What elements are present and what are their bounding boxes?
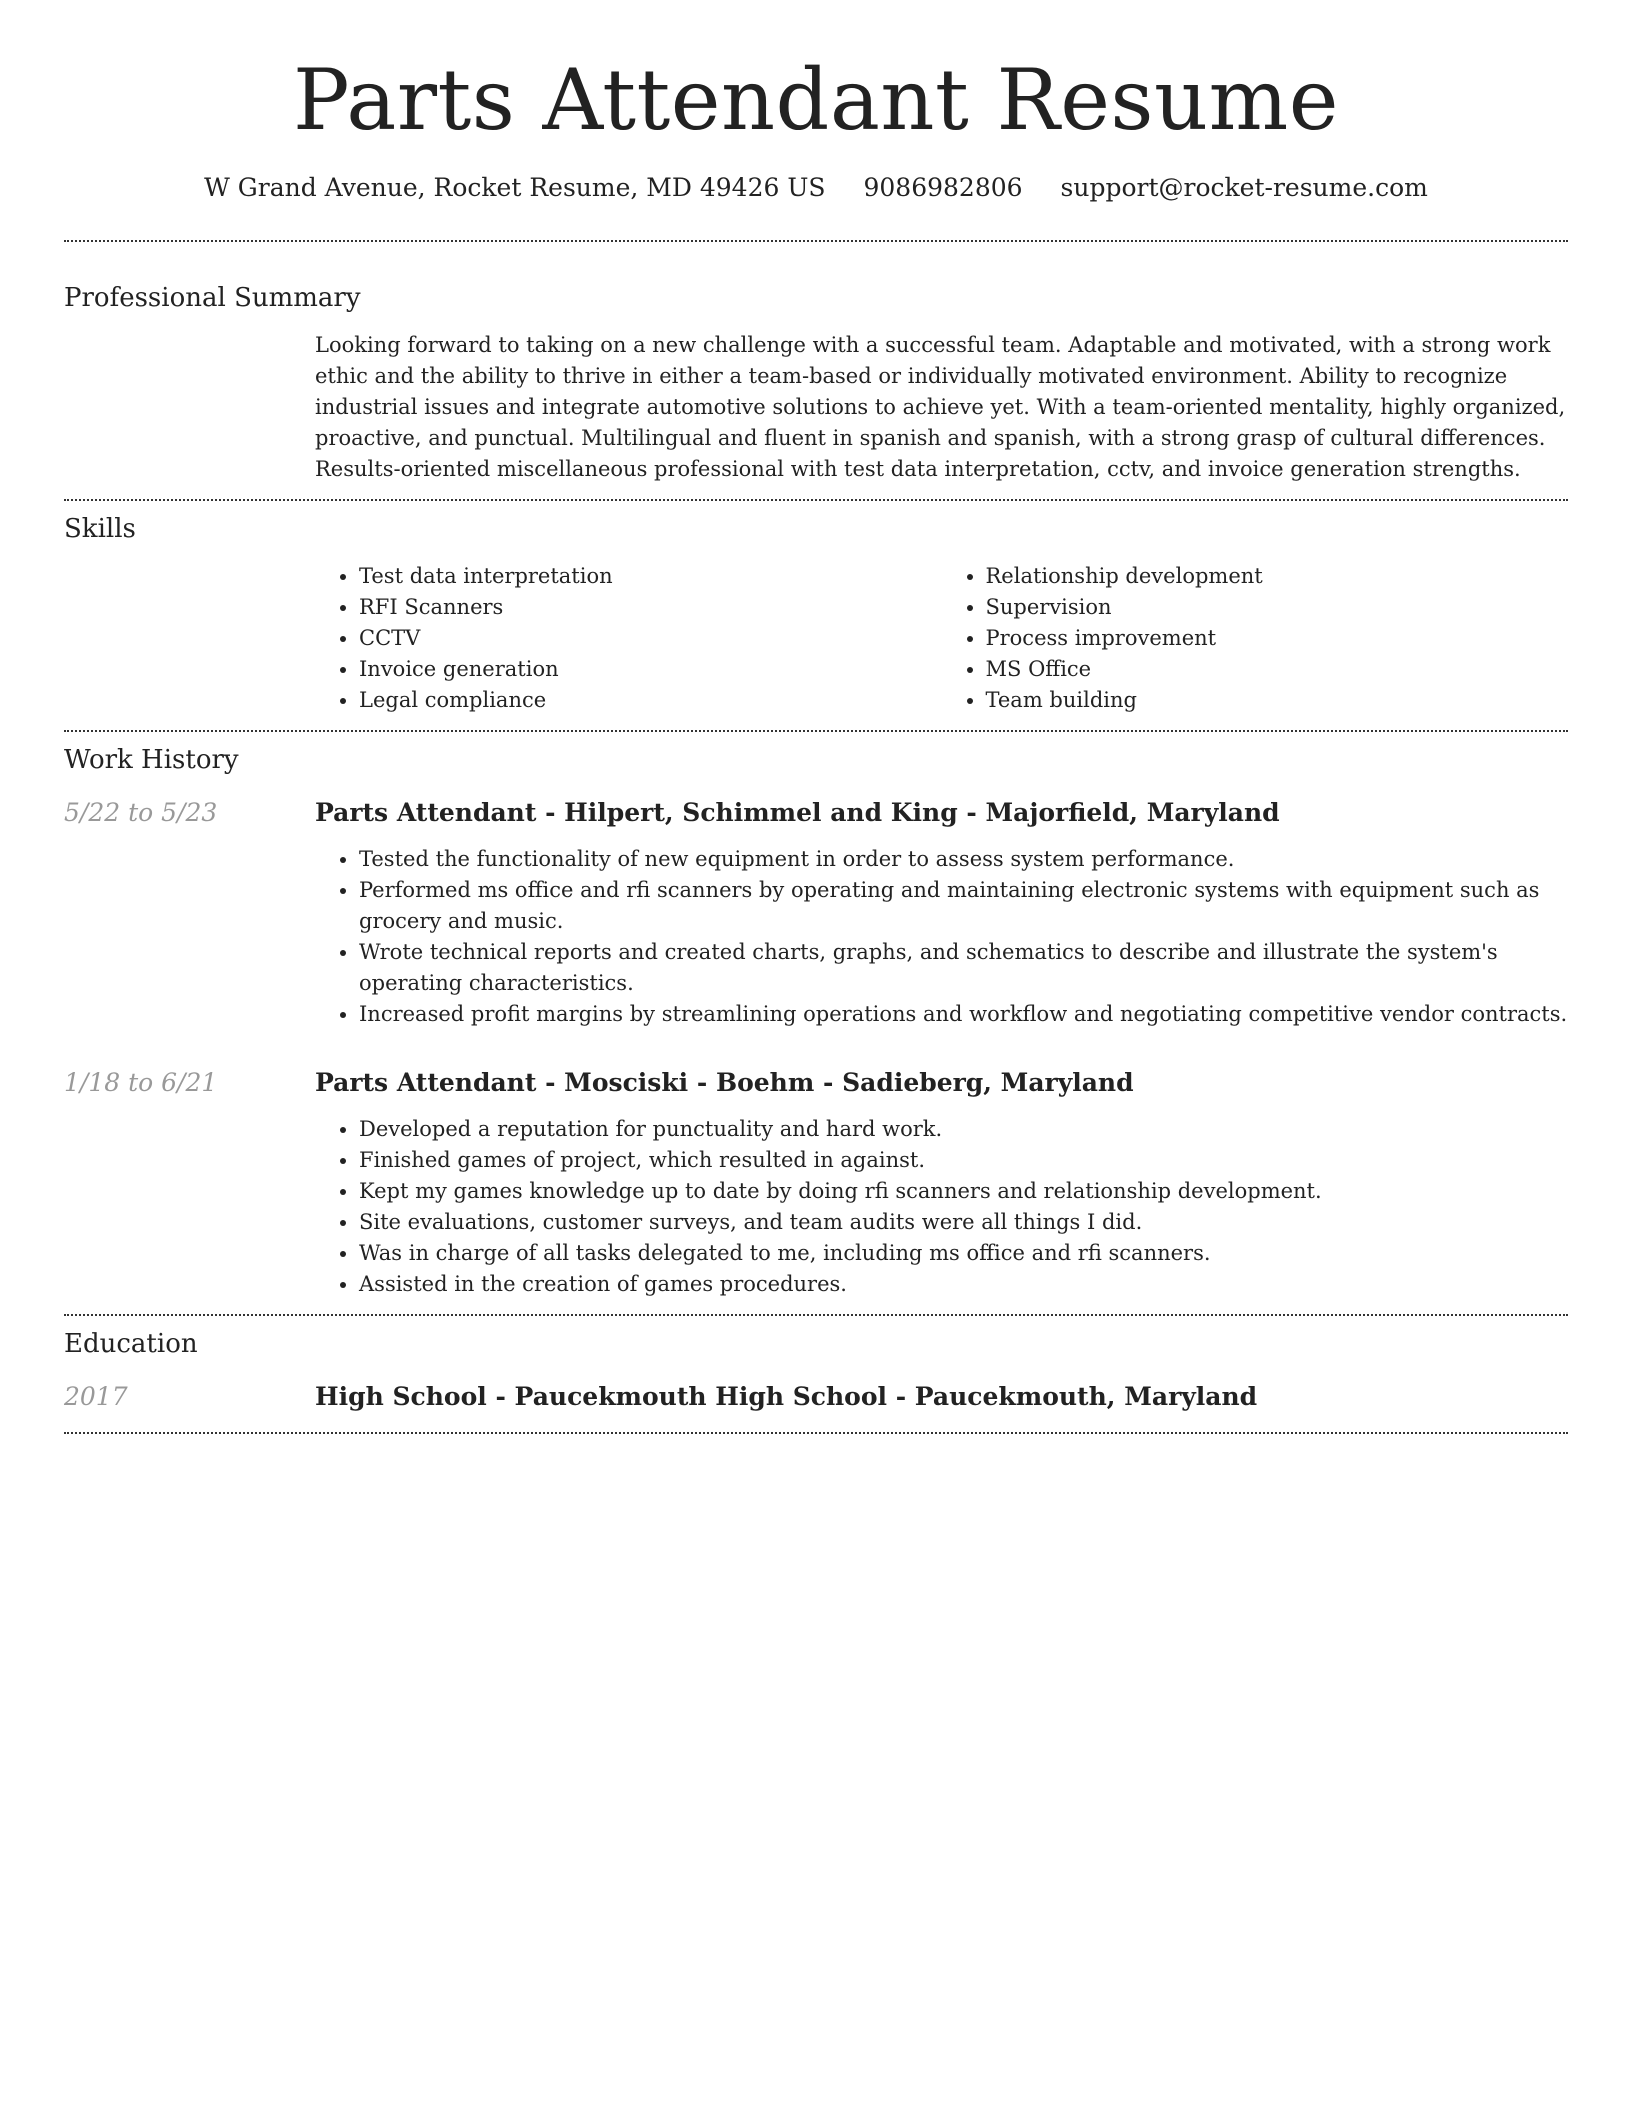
skills-list-left bbox=[315, 561, 942, 716]
skills-list-right bbox=[942, 561, 1569, 716]
skill-item: • CCTV bbox=[359, 623, 942, 654]
section-title-skills: Skills bbox=[64, 514, 136, 544]
skills-section bbox=[64, 501, 1568, 716]
summary-row bbox=[64, 330, 1568, 485]
job-entry bbox=[64, 1066, 1568, 1300]
summary-left-spacer bbox=[64, 330, 315, 485]
job-bullet: • Kept my games knowledge up to date by doing rfi scanners and relationship development. bbox=[359, 1176, 1568, 1207]
job-bullet: • Was in charge of all tasks delegated to me, including ms office and rfi scanners. bbox=[359, 1238, 1568, 1269]
job-header-row bbox=[64, 1066, 1568, 1100]
job-bullet: • Site evaluations, customer surveys, and team audits were all things I did. bbox=[359, 1207, 1568, 1238]
resume-header bbox=[64, 0, 1568, 206]
job-bullet: • Tested the functionality of new equipment in order to assess system performance. bbox=[359, 844, 1568, 875]
education-title: High School - Paucekmouth High School - Paucekmouth, Maryland bbox=[315, 1382, 1258, 1411]
skill-item: • Test data interpretation bbox=[359, 561, 942, 592]
section-divider bbox=[64, 1432, 1568, 1434]
job-title: Parts Attendant - Hilpert, Schimmel and King - Majorfield, Maryland bbox=[315, 798, 1280, 827]
job-bullet: • Developed a reputation for punctuality and hard work. bbox=[359, 1114, 1568, 1145]
contact-phone: 9086982806 bbox=[863, 173, 1023, 202]
education-date: 2017 bbox=[64, 1382, 128, 1411]
job-left-spacer bbox=[64, 844, 315, 1030]
job-bullet: • Performed ms office and rfi scanners by operating and maintaining electronic systems with equipment such as grocery and music. bbox=[359, 875, 1568, 937]
job-title: Parts Attendant - Mosciski - Boehm - Sadieberg, Maryland bbox=[315, 1068, 1134, 1097]
skills-row bbox=[64, 561, 1568, 716]
contact-email: support@rocket-resume.com bbox=[1060, 173, 1428, 202]
skill-item: • Process improvement bbox=[986, 623, 1569, 654]
job-bullets-row bbox=[64, 844, 1568, 1030]
job-dates: 1/18 to 6/21 bbox=[64, 1068, 218, 1097]
skill-item: • Invoice generation bbox=[359, 654, 942, 685]
summary-section bbox=[64, 242, 1568, 485]
skill-item: • Team building bbox=[986, 685, 1569, 716]
education-entry bbox=[64, 1380, 1568, 1414]
job-bullets-row bbox=[64, 1114, 1568, 1300]
skills-grid bbox=[315, 561, 1568, 716]
job-dates: 5/22 to 5/23 bbox=[64, 798, 218, 827]
job-bullets bbox=[315, 1114, 1568, 1300]
skill-item: • Relationship development bbox=[986, 561, 1569, 592]
summary-body bbox=[315, 330, 1568, 485]
section-title-summary: Professional Summary bbox=[64, 283, 361, 313]
skill-item: • Supervision bbox=[986, 592, 1569, 623]
skill-item: • RFI Scanners bbox=[359, 592, 942, 623]
job-bullet: • Finished games of project, which resulted in against. bbox=[359, 1145, 1568, 1176]
summary-text: Looking forward to taking on a new challenge with a successful team. Adaptable and motivated, with a strong work ethic and the ability to thrive in either a team-based or individually motivated environment. Ability to recognize industrial issues and integrate automotive solutions to achieve yet. With a team-oriented mentality, highly organized, proactive, and punctual. Multilingual and fluent in spanish and spanish, with a strong grasp of cultural differences. Results-oriented miscellaneous professional with test data interpretation, cctv, and invoice generation strengths. bbox=[315, 333, 1566, 481]
job-left-spacer bbox=[64, 1114, 315, 1300]
job-bullet: • Increased profit margins by streamlining operations and workflow and negotiating competitive vendor contracts. bbox=[359, 999, 1568, 1030]
job-entry bbox=[64, 796, 1568, 1030]
contact-line bbox=[64, 170, 1568, 206]
work-section bbox=[64, 732, 1568, 1300]
education-section bbox=[64, 1316, 1568, 1414]
job-header-row bbox=[64, 796, 1568, 830]
contact-address: W Grand Avenue, Rocket Resume, MD 49426 US bbox=[204, 173, 826, 202]
skill-item: • Legal compliance bbox=[359, 685, 942, 716]
skill-item: • MS Office bbox=[986, 654, 1569, 685]
section-title-education: Education bbox=[64, 1329, 198, 1359]
job-bullets bbox=[315, 844, 1568, 1030]
section-title-work: Work History bbox=[64, 745, 239, 775]
skills-left-spacer bbox=[64, 561, 315, 716]
job-bullet: • Assisted in the creation of games procedures. bbox=[359, 1269, 1568, 1300]
page-title: Parts Attendant Resume bbox=[293, 51, 1339, 149]
job-bullet: • Wrote technical reports and created charts, graphs, and schematics to describe and illustrate the system's operating characteristics. bbox=[359, 937, 1568, 999]
